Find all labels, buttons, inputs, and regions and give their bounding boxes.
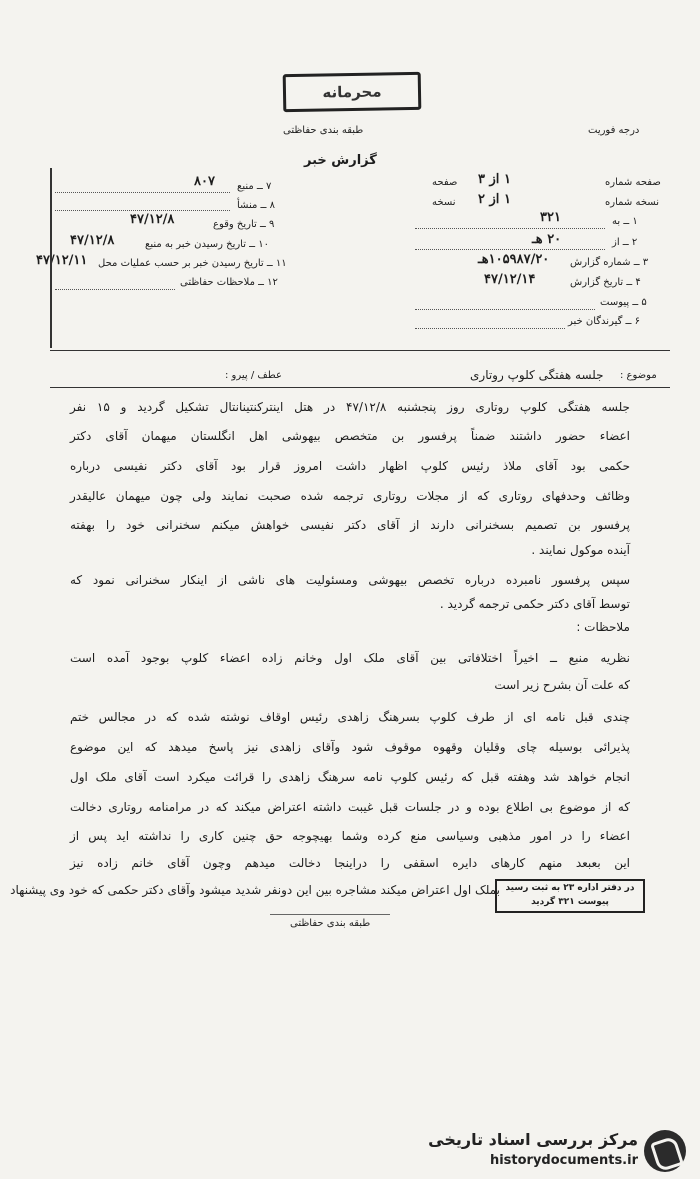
- body-line: نظریه منبع ــ اخیراً اختلافاتی بین آقای ملک اول وخانم زاده اعضاء کلوپ بوجود آمده است: [70, 651, 630, 665]
- body-line: وظائف وحدفهای روتاری که از مجلات روتاری ترجمه شده صحبت نمایند ولی چون میهمان عالیقدر: [70, 489, 630, 503]
- body-line: آینده موکول نمایند .: [531, 543, 630, 557]
- urgency-label: درجه فوریت: [588, 125, 640, 136]
- field-copy-value: ۱ از ۲: [478, 192, 511, 207]
- field-local-arrival-value: ۴۷/۱۲/۱۱: [36, 253, 88, 268]
- field-source-label: ۷ ــ منبع: [237, 181, 272, 192]
- body-line: سپس پرفسور نامبرده درباره تخصص بیهوشی ومسئولیت های ناشی از اینکار سخنرانی نمود که: [70, 573, 630, 587]
- classification-label-top: طبقه بندی حفاظتی: [283, 125, 364, 136]
- archive-url: historydocuments.ir: [489, 1153, 638, 1168]
- archive-name: مرکز بررسی اسناد تاریخی: [428, 1130, 638, 1149]
- field-source-value: ۸۰۷: [194, 174, 215, 189]
- field-source-arrival-label: ۱۰ ــ تاریخ رسیدن خبر به منبع: [145, 239, 269, 250]
- reference-label: عطف / پیرو :: [225, 370, 282, 381]
- confidential-stamp: [283, 72, 422, 112]
- registration-stamp-line: پیوست ۳۲۱ گردید: [531, 897, 609, 907]
- field-to-label: ۱ ــ به: [612, 216, 638, 227]
- field-page-label: صفحه شماره: [605, 177, 661, 188]
- registration-stamp: [495, 879, 645, 913]
- field-source-arrival-value: ۴۷/۱۲/۸: [70, 233, 115, 248]
- body-line: که از موضوع بی اطلاع بوده و در جلسات قبل غیبت داشته اعتراض میکند که در مرامنامه روتاری دخالت: [70, 800, 630, 814]
- field-from-value: ۲۰ هـ: [532, 232, 562, 247]
- confidential-stamp-text: محرمانه: [322, 82, 382, 102]
- field-report-date-label: ۴ ــ تاریخ گزارش: [570, 277, 641, 288]
- field-occurrence-date-value: ۴۷/۱۲/۸: [130, 212, 175, 227]
- field-copy-suffix: نسخه: [432, 197, 456, 208]
- body-line: بملک اول اعتراض میکند مشاجره بین این دونفر شدید میشود وآقای دکتر حکمی که خود وی پیشنهاد: [10, 883, 500, 897]
- field-copy-label: نسخه شماره: [605, 197, 659, 208]
- registration-stamp-line: در دفتر اداره ۲۳ به ثبت رسید: [505, 883, 635, 893]
- body-line: توسط آقای دکتر حکمی ترجمه گردید .: [439, 597, 630, 611]
- classification-label-bottom: طبقه بندی حفاظتی: [290, 918, 371, 929]
- field-origin-label: ۸ ــ منشأ: [237, 200, 275, 211]
- field-recipients-label: ۶ ــ گیرندگان خبر: [568, 316, 640, 327]
- body-line: پرفسور بن تصمیم بسخنرانی دارند از آقای دکتر نفیسی خواهش میکنم سخنرانی خود را بهفته: [70, 518, 630, 532]
- field-report-no-value: ۱۰۵۹۸۷/۲۰هـ: [478, 252, 550, 267]
- body-line: انجام خواهد شد وهفته قبل که رئیس کلوپ نامه سرهنگ زاهدی را قرائت میکرد است آقای ملک اول: [70, 770, 630, 784]
- body-line: این بعبعد منهم کارهای دایره اسقفی را دراینجا دخالت میدهم وچون آقای خانم زاده نیز: [70, 856, 630, 870]
- body-line: اعضاء حضور داشتند ضمناً پرفسور بن متخصص بیهوشی اهل انگلستان میهمان آقای دکتر: [70, 429, 630, 443]
- body-line: که علت آن بشرح زیر است: [494, 678, 630, 692]
- field-occurrence-date-label: ۹ ــ تاریخ وقوع: [213, 219, 275, 230]
- field-from-label: ۲ ــ از: [612, 237, 638, 248]
- body-line: حکمی بود آقای ملاذ رئیس کلوپ اظهار داشت امروز قرار بود آقای دکتر نفیسی درباره: [70, 459, 630, 473]
- body-line: جلسه هفتگی کلوپ روتاری روز پنجشنبه ۴۷/۱۲/۸ در هتل اینترکنتینانتال تشکیل گردید و ۱۵ نفر: [70, 400, 630, 414]
- report-title: گزارش خبر: [304, 153, 377, 168]
- field-page-value: ۱ از ۳: [478, 172, 511, 187]
- field-to-value: ۳۲۱: [540, 210, 561, 225]
- archive-book-icon: [644, 1130, 686, 1172]
- remarks-label: ملاحظات :: [576, 620, 630, 634]
- body-line: چندی قبل نامه ای از طرف کلوپ بسرهنگ زاهدی رئیس اوقاف نوشته شده که در مجالس ختم: [70, 710, 630, 724]
- field-security-notes-label: ۱۲ ــ ملاحظات حفاظتی: [180, 277, 278, 288]
- field-attachment-label: ۵ ــ پیوست: [600, 297, 647, 308]
- field-local-arrival-label: ۱۱ ــ تاریخ رسیدن خبر بر حسب عملیات محل: [98, 258, 287, 269]
- subject-value: جلسه هفتگی کلوپ روتاری: [470, 368, 604, 382]
- body-line: اعضاء را در امور مذهبی وسیاسی منع کرده وشما بهیچوجه حق چنین کاری را نداشته اید پس از: [70, 829, 630, 843]
- archive-logo: [410, 1128, 690, 1174]
- body-line: پذیرائی بوسیله چای وقلیان وقهوه موقوف شود وآقای زاهدی نیز پاسخ میدهد که این موضوع: [70, 740, 630, 754]
- field-report-no-label: ۳ ــ شماره گزارش: [570, 257, 649, 268]
- field-report-date-value: ۴۷/۱۲/۱۴: [484, 272, 536, 287]
- subject-label: موضوع :: [620, 370, 657, 381]
- field-page-suffix: صفحه: [432, 177, 458, 188]
